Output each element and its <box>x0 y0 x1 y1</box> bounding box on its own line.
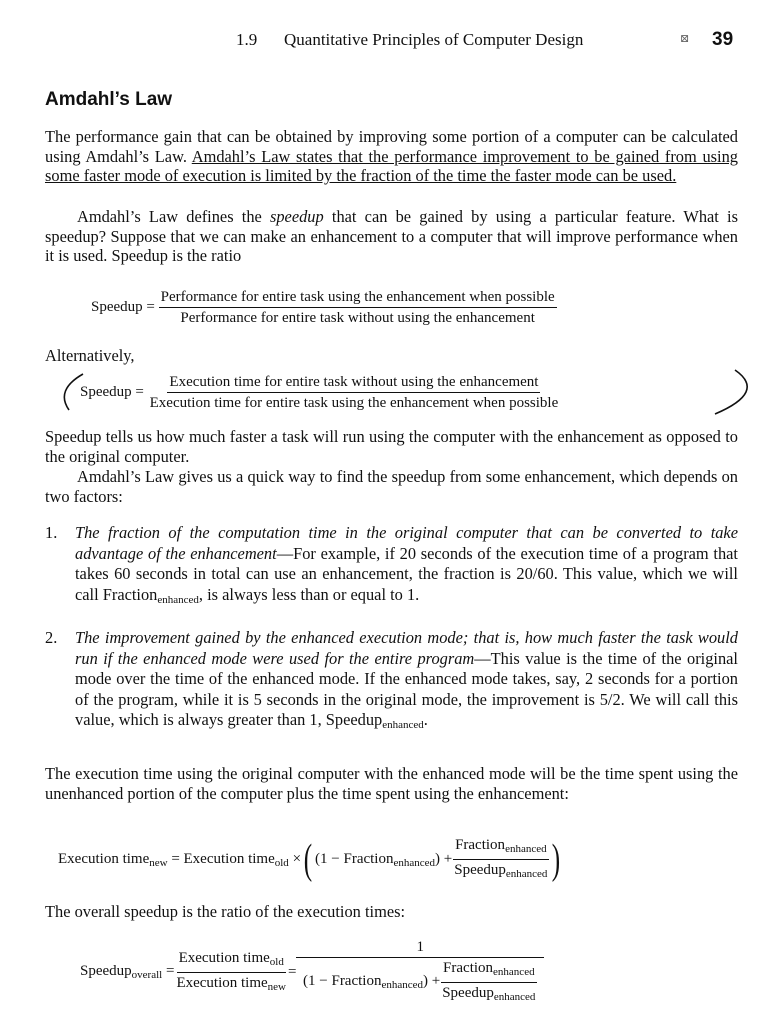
paragraph-execution-time: The execution time using the original computer with the enhanced mode will be the time spent using the unenhanced portion of the computer plus the time spent using the enhancement: <box>45 764 738 803</box>
list-item-emphasis: The fraction of the computation time in the original computer that can be converted to take advantage of the enhancement <box>75 523 738 563</box>
left-big-paren: ( <box>303 836 313 883</box>
eq3-lhs: Execution time$_{new}$ = Execution time$_{old}$ × <box>58 850 302 869</box>
alternatively-label: Alternatively, <box>45 346 135 365</box>
eq4-inner-fraction <box>440 959 537 1006</box>
list-item-emphasis: The improvement gained by the enhanced execution mode; that is, how much faster the task would run if the enhanced mode were used for the entire program <box>75 628 738 668</box>
eq2-numerator: Execution time for entire task without using the enhancement <box>167 373 540 393</box>
list-number: 1. <box>45 523 58 542</box>
list-item-tail: , is always less than or equal to 1. <box>198 584 420 604</box>
subscript-enhanced: enhanced <box>382 719 424 731</box>
list-number: 2. <box>45 628 58 647</box>
paragraph-speedup-definition <box>45 207 738 266</box>
list-item-tail: . <box>423 710 428 729</box>
list-item <box>45 628 738 736</box>
underlined-statement: Amdahl’s Law states that the performance improvement to be gained from using some faster mode of execution is limited by the fraction of the time the faster mode can be used. <box>45 146 738 186</box>
eq4-time-ratio <box>174 949 288 996</box>
handwritten-bracket-marks <box>55 366 765 422</box>
execution-time-equation <box>58 836 563 883</box>
eq3-inner: (1 − Fraction$_{enhanced}$) + <box>315 850 453 869</box>
list-item-body <box>75 628 738 736</box>
eq4-amdahl-fraction <box>296 938 544 1006</box>
paragraph-two-factors: Amdahl’s Law gives us a quick way to find the speedup from some enhancement, which depends on two factors: <box>45 467 738 506</box>
eq2-denominator: Execution time for entire task using the enhancement when possible <box>149 395 559 411</box>
eq4-lhs: Speedup$_{overall}$ = <box>80 963 175 981</box>
paragraph-overall-speedup: The overall speedup is the ratio of the execution times: <box>45 902 406 921</box>
list-item-text: —For example, if 20 seconds of the execution time of a program that takes 60 seconds in total can use an enhancement, the fraction is 20/60. This value, which we will call Fraction <box>75 543 738 604</box>
speedup-term: speedup <box>269 207 324 226</box>
eq4-equals: = <box>288 963 297 980</box>
page-number: 39 <box>712 29 734 50</box>
eq4-den-fraction-term: (1 − Fraction$_{enhanced}$) + <box>303 972 441 991</box>
subscript-enhanced: enhanced <box>157 593 199 606</box>
eq4-one: 1 <box>296 938 544 958</box>
eq4-inner-numerator: Fraction$_{enhanced}$ <box>441 959 537 983</box>
eq4-denominator <box>301 958 539 1006</box>
list-item-body <box>75 523 738 610</box>
eq3-numerator: Fraction$_{enhanced}$ <box>453 836 549 860</box>
eq2-lhs: Speedup = <box>80 384 144 400</box>
eq1-lhs: Speedup = <box>91 299 155 315</box>
chapter-title: Quantitative Principles of Computer Design <box>284 30 584 49</box>
intro-text: The performance gain that can be obtained by improving some portion of a computer can be calculated using Amdahl’s Law. <box>45 127 738 166</box>
eq1-numerator: Performance for entire task using the enhancement when possible <box>159 288 557 308</box>
section-heading: Amdahl’s Law <box>45 89 173 110</box>
para2-text-a: Amdahl’s Law defines the <box>77 207 270 226</box>
right-big-paren: ) <box>552 836 561 883</box>
eq1-fraction <box>159 288 557 327</box>
list-item-text: —This value is the time of the original mode over the time of the enhanced mode. If the enhanced mode takes, say, 2 seconds for a portion of the program, while it is 5 seconds in the original mode, the improvement is 5/2. We will call this value, which is always greater than 1, Speedup <box>75 648 738 729</box>
eq1-denominator: Performance for entire task without using the enhancement <box>180 310 535 326</box>
overall-speedup-equation <box>80 938 544 1006</box>
speedup-equation-performance <box>91 288 557 327</box>
eq4-new-time: Execution time$_{new}$ <box>176 974 286 993</box>
section-number: 1.9 <box>236 30 258 49</box>
eq4-old-time: Execution time$_{old}$ <box>177 949 286 973</box>
list-item <box>45 523 738 610</box>
para2-text-b: that can be gained by using a particular feature. What is speedup? Suppose that we can make an enhancement to a computer that will improve performance when it is used. Speedup is the ratio <box>45 207 738 266</box>
eq3-fraction <box>452 836 549 883</box>
eq3-denominator: Speedup$_{enhanced}$ <box>454 862 548 880</box>
eq4-inner-denominator: Speedup$_{enhanced}$ <box>442 985 536 1003</box>
ornament-icon: ⊠ <box>680 33 690 45</box>
paragraph-intro <box>45 127 738 186</box>
paragraph-speedup-meaning: Speedup tells us how much faster a task will run using the computer with the enhancement as opposed to the original computer. <box>45 427 738 466</box>
